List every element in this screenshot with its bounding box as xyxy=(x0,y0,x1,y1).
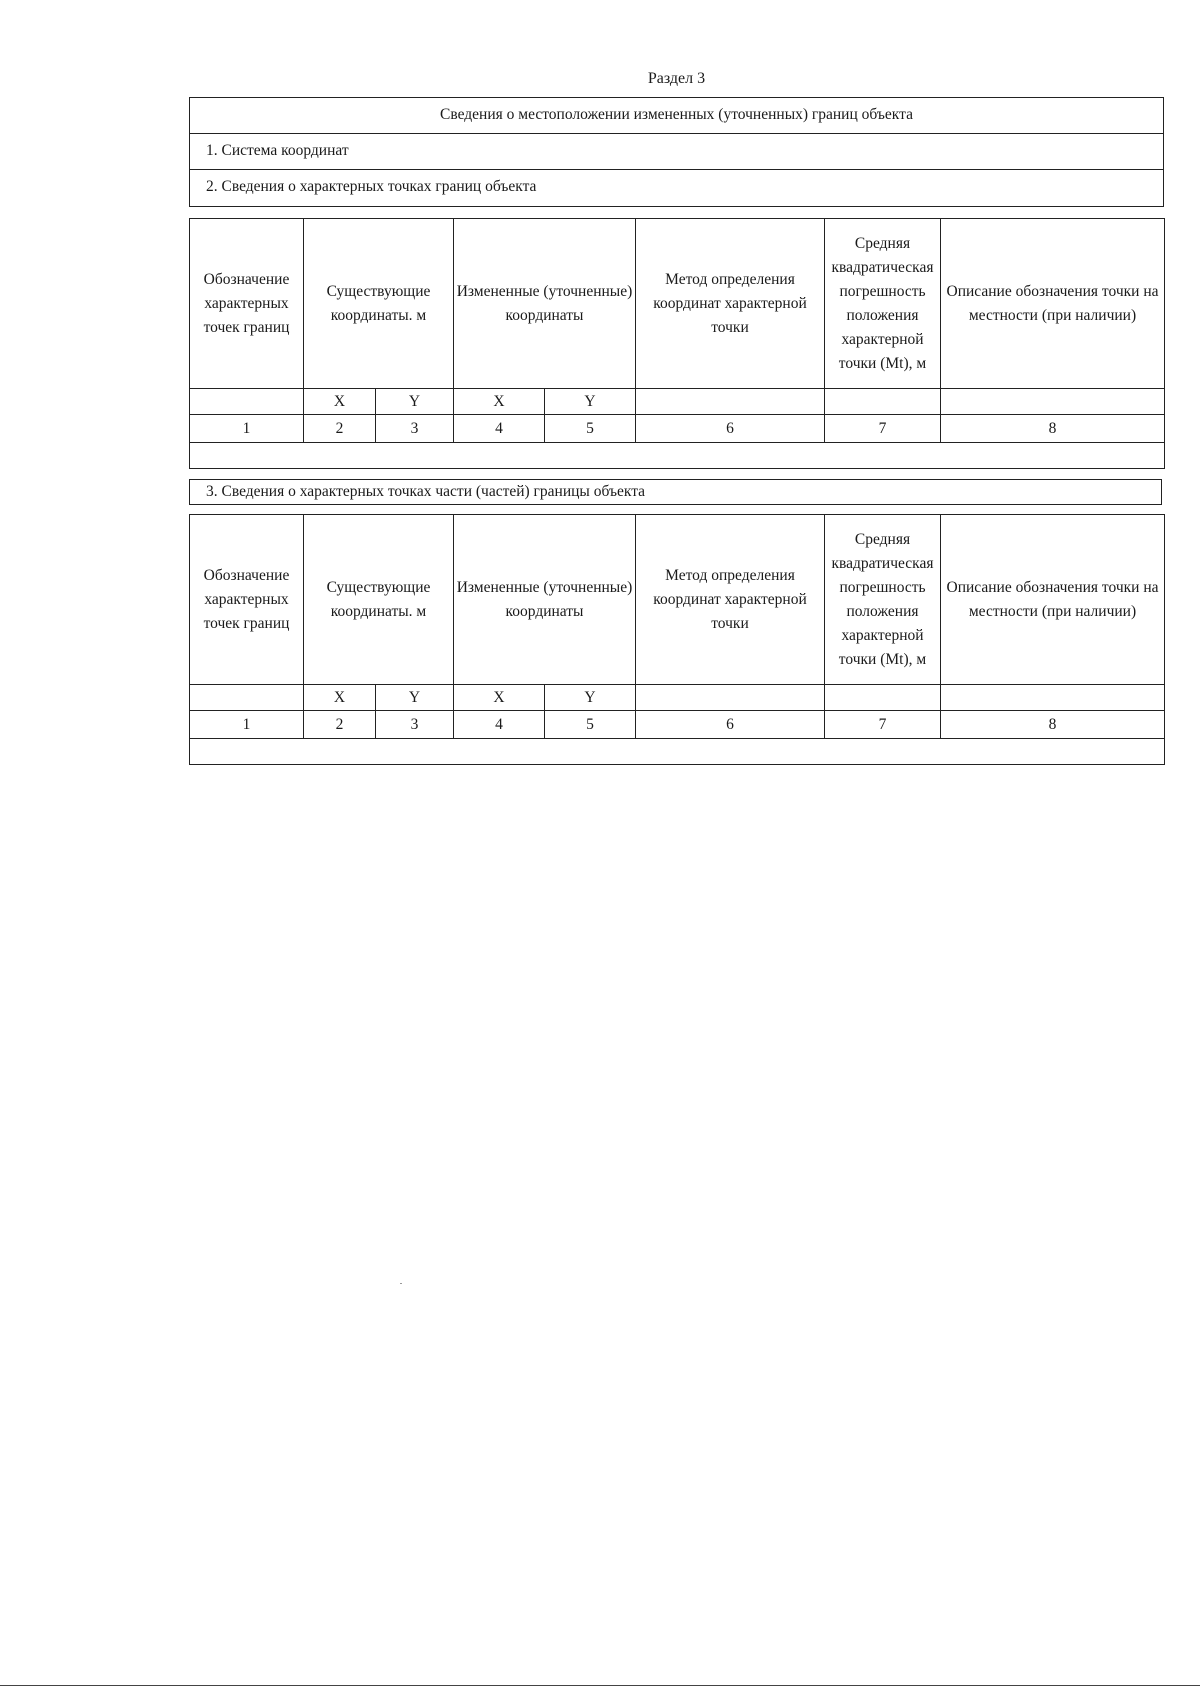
header-method: Метод определения координат характерной точки xyxy=(636,219,825,389)
column-number: 7 xyxy=(825,415,941,443)
coordinate-system-row: 1. Система координат xyxy=(190,134,1163,170)
column-number: 6 xyxy=(636,415,825,443)
header-changed-coords: Измененные (уточненные) координаты xyxy=(454,219,636,389)
column-number: 1 xyxy=(190,711,304,739)
header-description: Описание обозначения точки на местности (при наличии) xyxy=(941,219,1165,389)
axis-blank xyxy=(190,389,304,415)
column-number: 2 xyxy=(304,711,376,739)
section-label: Раздел 3 xyxy=(647,70,706,87)
main-title: Сведения о местоположении измененных (уточненных) границ объекта xyxy=(190,98,1163,134)
axis-label: X xyxy=(454,685,545,711)
boundary-points-row: 2. Сведения о характерных точках границ объекта xyxy=(206,178,537,195)
column-number: 1 xyxy=(190,415,304,443)
axis-label: Y xyxy=(545,389,636,415)
axis-blank xyxy=(636,389,825,415)
boundary-points-table xyxy=(189,218,1165,469)
axis-blank xyxy=(941,685,1165,711)
info-box xyxy=(189,97,1164,207)
column-number: 2 xyxy=(304,415,376,443)
column-number: 5 xyxy=(545,415,636,443)
axis-blank xyxy=(825,685,941,711)
header-point-designation: Обозначение характерных точек границ xyxy=(190,219,304,389)
header-existing-coords: Существующие координаты. м xyxy=(304,219,454,389)
scan-artifact xyxy=(400,1283,402,1284)
empty-data-row xyxy=(190,739,1165,765)
column-number: 8 xyxy=(941,711,1165,739)
column-number: 4 xyxy=(454,711,545,739)
boundary-parts-table xyxy=(189,514,1165,765)
column-number: 5 xyxy=(545,711,636,739)
boundary-parts-row: 3. Сведения о характерных точках части (частей) границы объекта xyxy=(189,479,1162,505)
header-changed-coords: Измененные (уточненные) координаты xyxy=(454,515,636,685)
axis-blank xyxy=(825,389,941,415)
header-existing-coords: Существующие координаты. м xyxy=(304,515,454,685)
column-number: 8 xyxy=(941,415,1165,443)
column-number: 7 xyxy=(825,711,941,739)
column-number: 6 xyxy=(636,711,825,739)
page-bottom-rule xyxy=(0,1685,1200,1686)
header-error: Средняя квадратическая погрешность положения характерной точки (Mt), м xyxy=(825,219,941,389)
column-number: 4 xyxy=(454,415,545,443)
axis-blank xyxy=(636,685,825,711)
axis-label: Y xyxy=(376,685,454,711)
axis-label: X xyxy=(454,389,545,415)
axis-label: Y xyxy=(545,685,636,711)
header-error: Средняя квадратическая погрешность положения характерной точки (Mt), м xyxy=(825,515,941,685)
column-number: 3 xyxy=(376,711,454,739)
column-number: 3 xyxy=(376,415,454,443)
axis-label: X xyxy=(304,685,376,711)
axis-label: X xyxy=(304,389,376,415)
header-method: Метод определения координат характерной точки xyxy=(636,515,825,685)
axis-label: Y xyxy=(376,389,454,415)
axis-blank xyxy=(941,389,1165,415)
header-description: Описание обозначения точки на местности (при наличии) xyxy=(941,515,1165,685)
axis-blank xyxy=(190,685,304,711)
empty-data-row xyxy=(190,443,1165,469)
header-point-designation: Обозначение характерных точек границ xyxy=(190,515,304,685)
